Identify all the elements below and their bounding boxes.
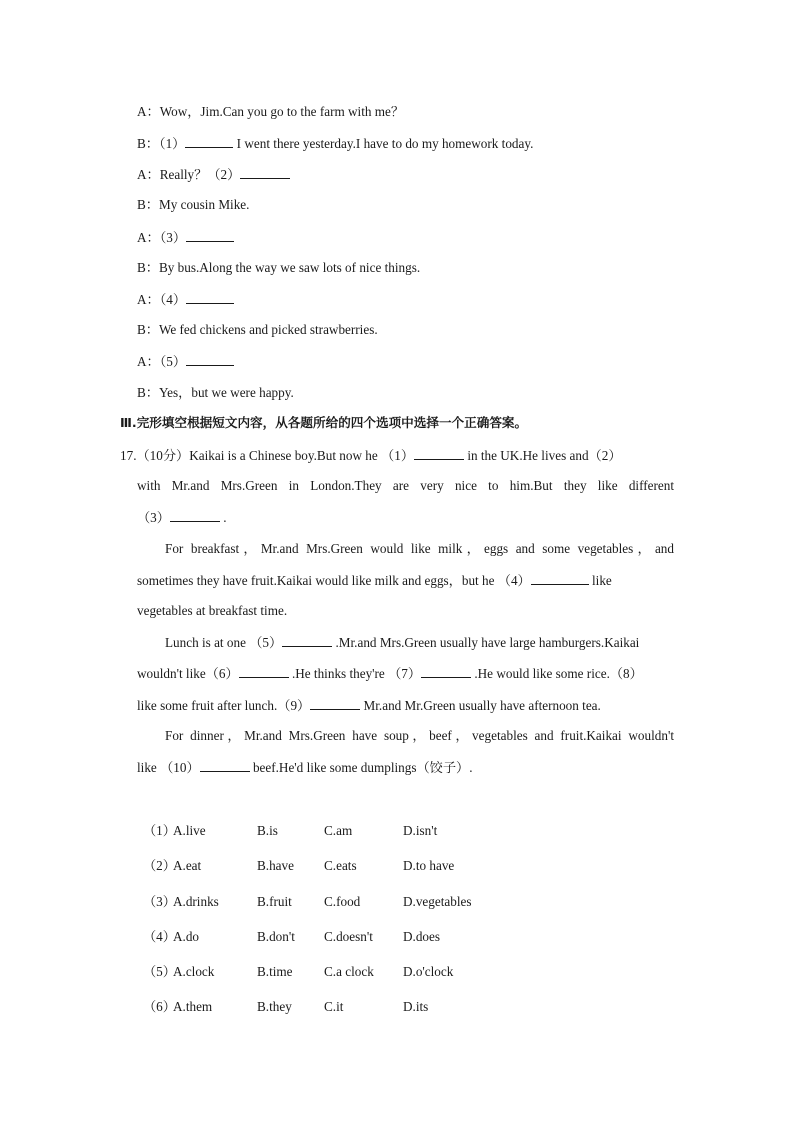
option-d[interactable]: D.its — [403, 999, 429, 1014]
answer-blank[interactable] — [240, 166, 290, 179]
answer-blank[interactable] — [200, 759, 250, 772]
blank-number: （5） — [159, 354, 187, 369]
q17-intro-line — [120, 447, 622, 464]
option-number: （6） — [143, 999, 176, 1014]
option-a[interactable]: A.eat — [173, 858, 202, 873]
dialogue-line-10 — [137, 385, 294, 401]
answer-blank[interactable] — [531, 572, 589, 585]
option-number: （1） — [143, 823, 176, 838]
speaker: B： — [137, 136, 159, 151]
speaker: B： — [137, 260, 159, 275]
option-number: （4） — [143, 929, 176, 944]
q17-text: . — [219, 510, 227, 525]
q17-text: beef.He'd like some dumplings（饺子）. — [249, 760, 473, 775]
option-b[interactable]: B.time — [257, 964, 293, 979]
dialogue-line-7 — [137, 291, 234, 308]
answer-blank[interactable] — [414, 447, 464, 460]
option-d[interactable]: D.isn't — [403, 823, 438, 838]
option-a[interactable]: A.clock — [173, 964, 215, 979]
q17-para3-line-1 — [165, 634, 639, 651]
q17-text: like — [588, 573, 612, 588]
q17-text: .He would like some rice.（8） — [471, 666, 643, 681]
option-c[interactable]: C.doesn't — [324, 929, 373, 944]
speaker: A： — [137, 104, 160, 119]
option-c[interactable]: C.it — [324, 999, 344, 1014]
option-d[interactable]: D.to have — [403, 858, 455, 873]
q17-para3-line-3 — [137, 697, 601, 714]
option-c[interactable]: C.food — [324, 894, 361, 909]
answer-blank[interactable] — [170, 509, 220, 522]
speaker: A： — [137, 230, 160, 245]
q17-text: in the UK.He lives and（2） — [464, 448, 622, 463]
dialogue-line-8 — [137, 322, 378, 338]
answer-blank[interactable] — [186, 353, 234, 366]
option-d[interactable]: D.does — [403, 929, 440, 944]
q17-text: .He thinks they're （7） — [288, 666, 422, 681]
q17-para3-line-2 — [137, 665, 643, 682]
q17-text: like （10） — [137, 760, 200, 775]
dialogue-line-9 — [137, 353, 234, 370]
answer-blank[interactable] — [186, 291, 234, 304]
answer-blank[interactable] — [282, 634, 332, 647]
dialogue-text: Yes，but we were happy. — [158, 385, 294, 400]
section-heading: Ⅲ.完形填空根据短文内容，从各题所给的四个选项中选择一个正确答案。 — [120, 415, 528, 430]
q17-line-3 — [137, 509, 227, 526]
dialogue-text: My cousin Mike. — [158, 197, 250, 212]
blank-number: （4） — [159, 292, 187, 307]
q17-text: like some fruit after lunch.（9） — [137, 698, 311, 713]
speaker: B： — [137, 322, 159, 337]
dialogue-text: Wow，Jim.Can you go to the farm with me？ — [159, 104, 405, 119]
q17-para2-line-3: vegetables at breakfast time. — [137, 603, 288, 618]
dialogue-line-4 — [137, 197, 249, 213]
option-number: （2） — [143, 858, 176, 873]
q17-intro: 17.（10分）Kaikai is a Chinese boy.But now he （1） — [120, 448, 415, 463]
q17-text: wouldn't like（6） — [137, 666, 239, 681]
dialogue-line-2 — [137, 135, 533, 152]
blank-number: （3） — [137, 510, 170, 525]
option-b[interactable]: B.don't — [257, 929, 295, 944]
option-number: （5） — [143, 964, 176, 979]
q17-line-2: with Mr.and Mrs.Green in London.They are very nice to him.But they like different — [137, 478, 674, 493]
dialogue-text: Really？ — [159, 167, 208, 182]
option-a[interactable]: A.do — [173, 929, 200, 944]
q17-text: Mr.and Mr.Green usually have afternoon tea. — [360, 698, 601, 713]
option-b[interactable]: B.is — [257, 823, 278, 838]
speaker: B： — [137, 197, 159, 212]
option-d[interactable]: D.vegetables — [403, 894, 472, 909]
answer-blank[interactable] — [310, 697, 360, 710]
dialogue-line-1 — [137, 104, 404, 120]
q17-text: .Mr.and Mrs.Green usually have large hamburgers.Kaikai — [332, 635, 640, 650]
option-c[interactable]: C.am — [324, 823, 353, 838]
speaker: A： — [137, 292, 160, 307]
option-a[interactable]: A.them — [173, 999, 213, 1014]
answer-blank[interactable] — [186, 229, 234, 242]
q17-para4-line-1: For dinner，Mr.and Mrs.Green have soup，beef，vegetables and fruit.Kaikai wouldn't — [165, 728, 674, 743]
speaker: B： — [137, 385, 159, 400]
speaker: A： — [137, 167, 160, 182]
q17-para2-line-2 — [137, 572, 674, 589]
option-b[interactable]: B.they — [257, 999, 292, 1014]
dialogue-line-5 — [137, 229, 234, 246]
option-b[interactable]: B.fruit — [257, 894, 292, 909]
answer-blank[interactable] — [239, 665, 289, 678]
blank-number: （3） — [159, 230, 187, 245]
q17-text: Lunch is at one （5） — [165, 635, 283, 650]
option-d[interactable]: D.o'clock — [403, 964, 454, 979]
dialogue-line-3 — [137, 166, 290, 183]
dialogue-text: I went there yesterday.I have to do my homework today. — [233, 136, 534, 151]
answer-blank[interactable] — [421, 665, 471, 678]
option-b[interactable]: B.have — [257, 858, 294, 873]
answer-blank[interactable] — [185, 135, 233, 148]
q17-para2-line-1: For breakfast，Mr.and Mrs.Green would like milk，eggs and some vegetables，and — [165, 541, 674, 556]
dialogue-line-6 — [137, 260, 420, 276]
option-a[interactable]: A.live — [173, 823, 206, 838]
option-c[interactable]: C.eats — [324, 858, 357, 873]
blank-number: （1） — [158, 136, 186, 151]
blank-number: （2） — [207, 167, 241, 182]
option-c[interactable]: C.a clock — [324, 964, 374, 979]
q17-text: sometimes they have fruit.Kaikai would like milk and eggs，but he （4） — [137, 573, 531, 588]
speaker: A： — [137, 354, 160, 369]
dialogue-text: We fed chickens and picked strawberries. — [158, 322, 378, 337]
option-a[interactable]: A.drinks — [173, 894, 219, 909]
option-number: （3） — [143, 894, 176, 909]
dialogue-text: By bus.Along the way we saw lots of nice things. — [158, 260, 421, 275]
q17-para4-line-2 — [137, 759, 473, 776]
